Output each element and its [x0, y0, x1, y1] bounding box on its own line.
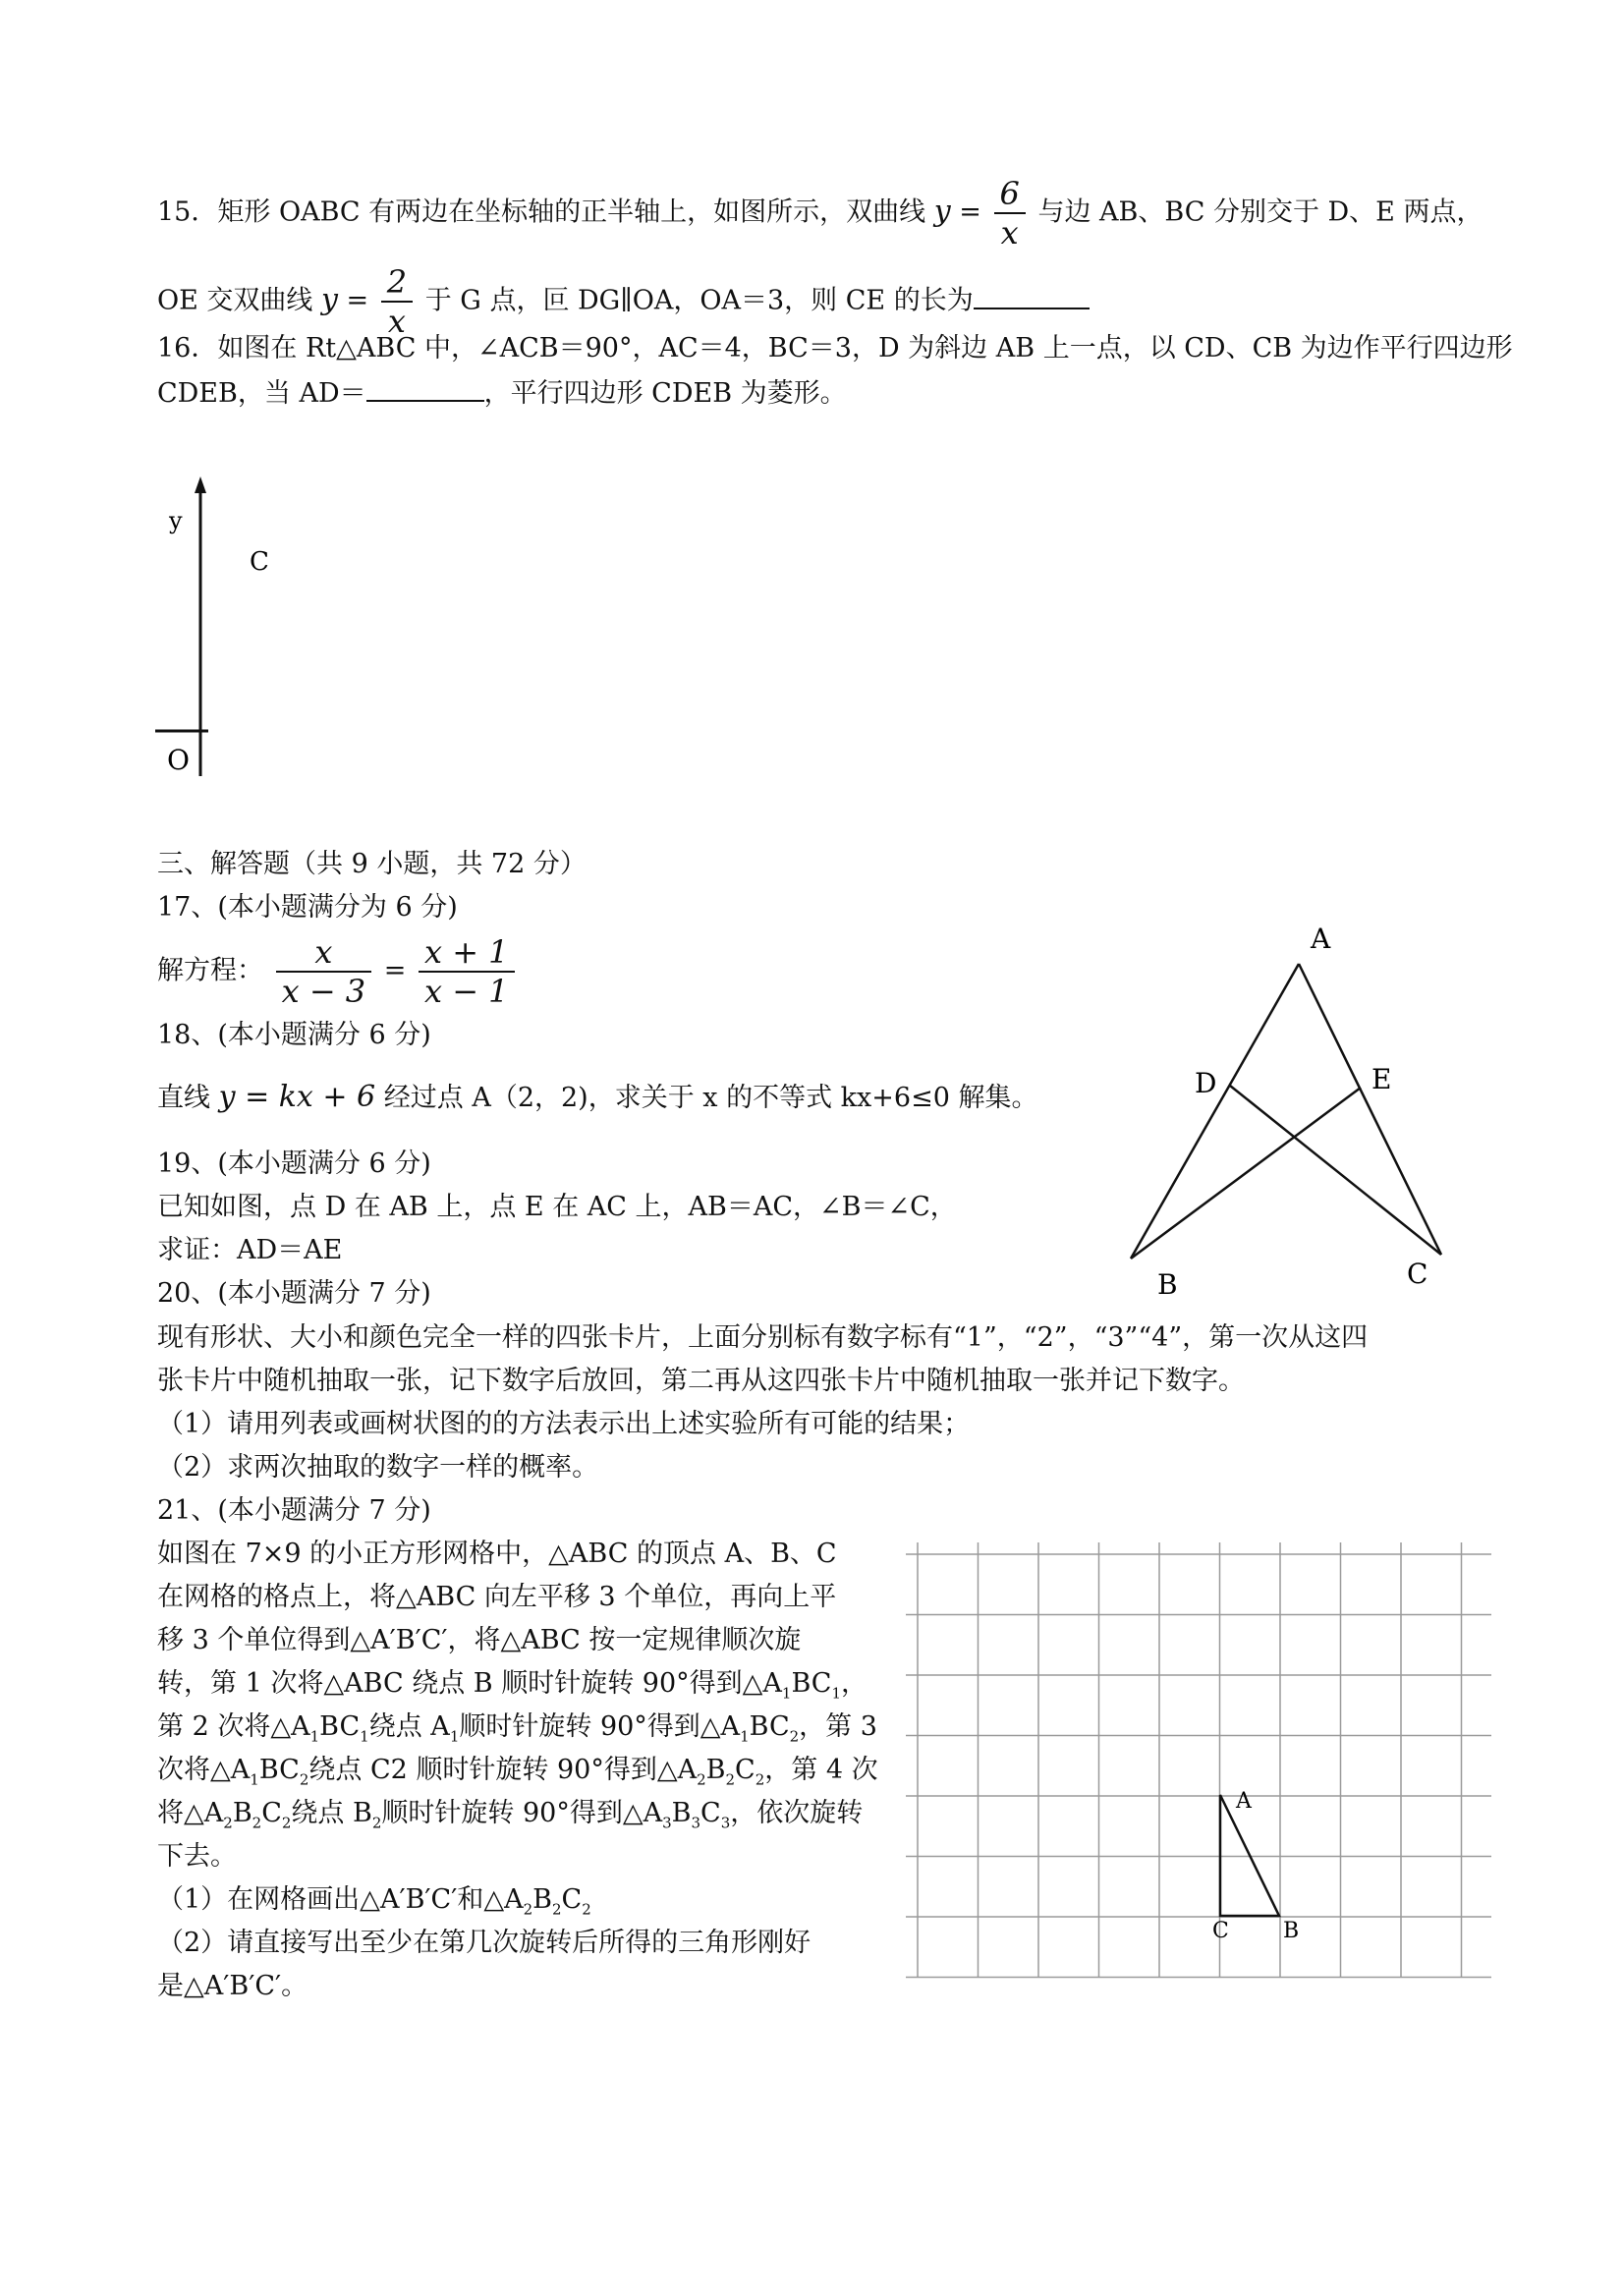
- q21-l6-e: C: [735, 1755, 756, 1785]
- y-label: y: [169, 507, 183, 534]
- q16-line2: [157, 376, 847, 411]
- q21-l6-sub3: 2: [697, 1770, 706, 1789]
- q15-f1-num: 6: [994, 175, 1026, 214]
- q18-line: [157, 1081, 1037, 1115]
- q21-line3: 移 3 个单位得到△A′B′C′，将△ABC 按一定规律顺次旋: [157, 1625, 802, 1655]
- q21-line7: [157, 1797, 863, 1839]
- q17-left-num: x: [276, 933, 372, 973]
- q21-l5-sub1: 1: [309, 1727, 320, 1746]
- q21-l7-g: C: [700, 1798, 721, 1828]
- q18-text-b: 经过点 A（2，2)，求关于 x 的不等式 kx+6≤0 解集。: [375, 1083, 1038, 1113]
- q21-l7-d: 绕点 B: [291, 1798, 372, 1828]
- q21-l7-sub7: 3: [720, 1814, 731, 1832]
- q21-l5-sub4: 1: [740, 1727, 750, 1746]
- label-d: D: [1195, 1067, 1217, 1099]
- q16-answer-blank[interactable]: [366, 376, 484, 402]
- q21-l9-a: （1）在网格画出△A′B′C′和△A: [157, 1884, 524, 1915]
- q21-l6-sub2: 2: [299, 1770, 309, 1789]
- q21-l6-f: ，第 4 次: [764, 1755, 878, 1785]
- q21-l4-b: BC: [791, 1668, 832, 1699]
- q20-line4: （2）求两次抽取的数字一样的概率。: [157, 1452, 599, 1483]
- q17-header: 17、(本小题满分为 6 分): [157, 892, 458, 923]
- q15-f2-den: x: [387, 303, 406, 340]
- q21-l6-sub4: 2: [725, 1770, 736, 1789]
- q17-equation: [157, 933, 519, 1010]
- q21-l6-a: 次将△A: [157, 1755, 251, 1785]
- q19-line1: 已知如图，点 D 在 AB 上，点 E 在 AC 上，AB＝AC，∠B＝∠C，: [157, 1192, 957, 1222]
- q21-l5-sub3: 1: [449, 1727, 460, 1746]
- label-a: A: [1311, 923, 1331, 955]
- segment-eb: [1131, 1088, 1361, 1259]
- q21-l6-c: 绕点 C2 顺时针旋转 90°得到△A: [308, 1755, 698, 1785]
- q21-l9-sub2: 2: [552, 1900, 562, 1919]
- label-e: E: [1371, 1063, 1392, 1095]
- q18-text-a: 直线: [157, 1083, 219, 1113]
- q20-line3: （1）请用列表或画树状图的的方法表示出上述实验所有可能的结果；: [157, 1409, 971, 1439]
- q21-l7-sub3: 2: [281, 1814, 292, 1832]
- q21-line1: 如图在 7×9 的小正方形网格中，△ABC 的顶点 A、B、C: [157, 1539, 837, 1569]
- q21-l4-a: 转，第 1 次将△ABC 绕点 B 顺时针旋转 90°得到△A: [157, 1668, 782, 1699]
- q17-right-fraction: [419, 933, 515, 1010]
- q21-line10: （2）请直接写出至少在第几次旋转后所得的三角形刚好: [157, 1928, 812, 1958]
- segment-dc: [1230, 1086, 1441, 1255]
- q21-l9-sub1: 2: [523, 1900, 533, 1919]
- q21-line8: 下去。: [157, 1841, 237, 1872]
- q15-y-var: y: [933, 194, 951, 229]
- q21-line5: [157, 1710, 877, 1753]
- q21-grid-figure: [904, 1533, 1513, 1985]
- q21-l7-sub1: 2: [223, 1814, 233, 1832]
- q21-line6: [157, 1754, 878, 1796]
- q21-l5-a: 第 2 次将△A: [157, 1711, 310, 1742]
- q21-l9-c: C: [561, 1884, 583, 1915]
- q16-text-2b: ，平行四边形 CDEB 为菱形。: [483, 378, 847, 409]
- q16-line1: 16．如图在 Rt△ABC 中，∠ACB＝90°，AC＝4，BC＝3，D 为斜边 AB 上一点，以 CD、CB 为边作平行四边形: [157, 333, 1513, 364]
- q21-l5-c: 绕点 A: [368, 1711, 450, 1742]
- q15-f2-num: 2: [381, 263, 413, 303]
- q17-equals: =: [383, 955, 407, 986]
- label-b: B: [1157, 1268, 1178, 1301]
- q21-l4-c: ，: [841, 1668, 868, 1699]
- q21-l6-b: BC: [258, 1755, 300, 1785]
- q15-figure: [147, 472, 269, 786]
- o-label: O: [167, 744, 190, 776]
- c-label: C: [250, 547, 269, 577]
- q19-line2: 求证：AD＝AE: [157, 1235, 343, 1265]
- q21-l7-sub4: 2: [371, 1814, 382, 1832]
- q21-l9-sub3: 2: [582, 1900, 591, 1919]
- q21-l7-c: C: [261, 1798, 282, 1828]
- q17-right-den: x − 1: [423, 973, 509, 1010]
- q17-right-num: x + 1: [419, 933, 515, 973]
- q21-l5-b: BC: [319, 1711, 361, 1742]
- q15-f1-den: x: [1000, 214, 1019, 252]
- q21-header: 21、(本小题满分 7 分): [157, 1495, 431, 1526]
- label-c: C: [1407, 1258, 1428, 1290]
- q15-y-var-2: y: [321, 282, 338, 317]
- q21-l6-sub5: 2: [755, 1770, 765, 1789]
- q21-line11: 是△A′B′C′。: [157, 1971, 308, 2001]
- q21-l5-e: BC: [749, 1711, 790, 1742]
- q21-l7-a: 将△A: [157, 1798, 224, 1828]
- q18-expression: y = kx + 6: [218, 1080, 376, 1114]
- q21-l6-d: B: [705, 1755, 726, 1785]
- grid-label-a: A: [1236, 1789, 1252, 1814]
- q15-fraction-6x: [994, 175, 1026, 252]
- q21-l7-sub2: 2: [252, 1814, 262, 1832]
- q15-answer-blank[interactable]: [974, 284, 1090, 309]
- q21-l7-sub5: 3: [662, 1814, 672, 1832]
- q17-left-fraction: [276, 933, 372, 1010]
- q15-fraction-2x: [381, 263, 413, 340]
- q21-l7-sub6: 3: [691, 1814, 701, 1832]
- q21-l6-sub1: 1: [250, 1770, 259, 1789]
- q17-left-den: x − 3: [281, 973, 366, 1010]
- q21-l5-f: ，第 3: [799, 1711, 877, 1742]
- q21-l7-h: ，依次旋转: [730, 1798, 864, 1828]
- q15-text-1a: 15．矩形 OABC 有两边在坐标轴的正半轴上，如图所示，双曲线: [157, 196, 934, 228]
- q21-line2: 在网格的格点上，将△ABC 向左平移 3 个单位，再向上平: [157, 1582, 837, 1612]
- segment-ac: [1299, 964, 1441, 1255]
- grid-label-b: B: [1283, 1919, 1300, 1943]
- section-heading: 三、解答题（共 9 小题，共 72 分）: [157, 849, 587, 879]
- q21-l7-b: B: [232, 1798, 252, 1828]
- q21-l4-sub1: 1: [781, 1684, 792, 1703]
- q15-line1: 15．矩形 OABC 有两边在坐标轴的正半轴上，如图所示，双曲线 y = $\frac{6}{x}$ 与边 AB、BC 分别交于 D、E 两点，: [157, 175, 1483, 252]
- q15-text-2a: OE 交双曲线: [157, 285, 322, 316]
- q20-line2: 张卡片中随机抽取一张，记下数字后放回，第二再从这四张卡片中随机抽取一张并记下数字。: [157, 1366, 1245, 1396]
- q21-l5-d: 顺时针旋转 90°得到△A: [459, 1711, 741, 1742]
- q18-header: 18、(本小题满分 6 分): [157, 1020, 431, 1050]
- q15-text-2b: 于 G 点，叵 DG∥OA，OA＝3，则 CE 的长为: [417, 285, 974, 316]
- q19-figure: [1110, 919, 1503, 1312]
- q21-l4-sub2: 1: [831, 1684, 842, 1703]
- q15-text-1b: 与边 AB、BC 分别交于 D、E 两点，: [1029, 196, 1483, 228]
- segment-ab: [1131, 964, 1299, 1259]
- grid-label-c: C: [1212, 1919, 1229, 1943]
- q15-line2: OE 交双曲线 y = $\frac{2}{x}$ 于 G 点，叵 DG∥OA，OA＝3，则 CE 的长为: [157, 263, 1090, 340]
- q20-header: 20、(本小题满分 7 分): [157, 1278, 431, 1309]
- q21-l9-b: B: [532, 1884, 552, 1915]
- q16-text-2a: CDEB，当 AD＝: [157, 378, 366, 409]
- q21-l5-sub5: 2: [789, 1727, 800, 1746]
- y-axis-arrow: [195, 476, 206, 493]
- q19-header: 19、(本小题满分 6 分): [157, 1148, 431, 1179]
- q21-l7-e: 顺时针旋转 90°得到△A: [381, 1798, 663, 1828]
- q21-line9: [157, 1883, 591, 1926]
- q17-prefix: 解方程：: [157, 955, 263, 986]
- q21-line4: [157, 1667, 867, 1709]
- q21-l7-f: B: [671, 1798, 692, 1828]
- q20-line1: 现有形状、大小和颜色完全一样的四张卡片，上面分别标有数字标有“1”，“2”，“3”“4”，第一次从这四: [157, 1322, 1369, 1353]
- q21-l5-sub2: 1: [360, 1727, 369, 1746]
- grid-lines: [906, 1542, 1491, 1978]
